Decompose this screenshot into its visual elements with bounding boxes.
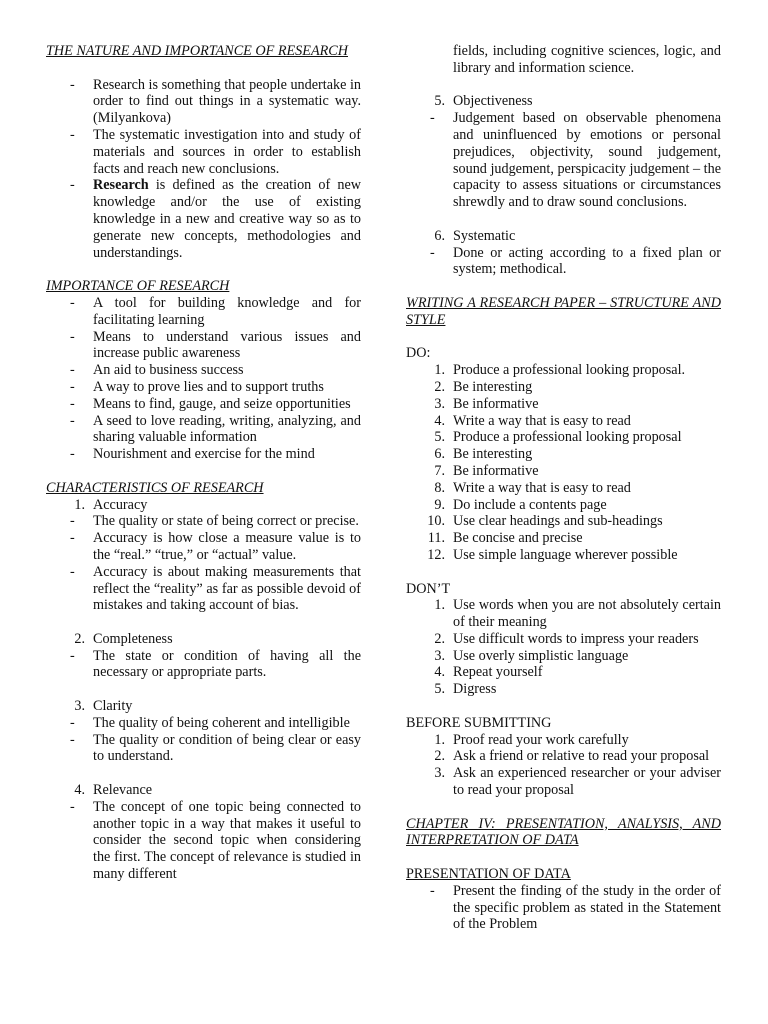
heading-writing-paper: WRITING A RESEARCH PAPER – STRUCTURE AND STYLE [406, 294, 721, 328]
list-item [406, 513, 721, 530]
list-number: 12. [427, 546, 445, 563]
bullet-dash: - [70, 328, 75, 345]
list-item-text: Nourishment and exercise for the mind [93, 446, 315, 463]
list-number: 3. [434, 647, 445, 664]
list-item [406, 597, 721, 631]
list-item [46, 732, 361, 766]
dont-label: DON’T [406, 580, 451, 597]
list-item [406, 379, 721, 396]
characteristic-title: 4. Relevance [74, 782, 153, 799]
list-item [406, 413, 721, 430]
continued-text: fields, including cognitive sciences, logic, and library and information science. [453, 43, 721, 76]
list-item [406, 664, 721, 681]
list-item-text: The quality of being coherent and intelligible [93, 714, 350, 731]
bullet-dash: - [70, 530, 75, 547]
list-item-text: The quality or condition of being clear or easy to understand. [93, 731, 361, 765]
list-item-text: Means to understand various issues and increase public awareness [93, 328, 361, 362]
list-item [406, 883, 721, 933]
left-column [46, 43, 361, 883]
list-item-text: Judgement based on observable phenomena and uninfluenced by emotions or personal prejudices, objectivity, sound judgement, sound judgement, perspicacity judgement – the capacity to assess situations or circumstances shrewdly and to draw sound conclusions. [453, 110, 721, 211]
heading-characteristics: CHARACTERISTICS OF RESEARCH [46, 479, 264, 496]
bullet-dash: - [70, 378, 75, 395]
list-number: 1. [434, 731, 445, 748]
list-number: 2. [434, 748, 445, 765]
characteristic-title: 2. Completeness [74, 630, 173, 647]
list-item [46, 413, 361, 447]
list-item: - The systematic investigation into and study of materials and sources in order to establish facts and reach new conclusions. [70, 126, 361, 177]
list-item [406, 110, 721, 211]
list-number: 3. [434, 765, 445, 782]
list-item-text: Digress [453, 681, 497, 698]
list-item-text: The quality or state of being correct or precise. [93, 513, 359, 530]
list-number: 11. [427, 530, 445, 547]
list-item-text: Present the finding of the study in the order of the specific problem as stated in the Statement of the Problem [453, 882, 721, 933]
list-item-text: Use overly simplistic language [453, 647, 629, 664]
list-number: 3. [434, 395, 445, 412]
characteristic-title: 5. Objectiveness [434, 93, 533, 110]
characteristic-title: 6. Systematic [434, 227, 516, 244]
list-item-text: Repeat yourself [453, 664, 543, 681]
list-number: 2. [434, 630, 445, 647]
list-item-text: Ask a friend or relative to read your proposal [453, 748, 710, 765]
right-column [406, 43, 721, 933]
bullet-dash: - [70, 731, 75, 748]
do-list [406, 362, 721, 564]
list-number: 5. [434, 681, 445, 698]
heading-chapter-iv: CHAPTER IV: PRESENTATION, ANALYSIS, AND INTERPRETATION OF DATA [406, 815, 721, 849]
list-item-text: Proof read your work carefully [453, 731, 629, 748]
list-item [406, 681, 721, 698]
list-item [46, 513, 361, 530]
do-label: DO: [406, 345, 431, 362]
list-item-text: An aid to business success [93, 362, 244, 379]
bullet-dash: - [70, 714, 75, 731]
list-item [406, 648, 721, 665]
list-item [406, 480, 721, 497]
bullet-dash: - [70, 513, 75, 530]
list-item [406, 732, 721, 749]
list-item [406, 429, 721, 446]
list-item-text: The concept of one topic being connected to another topic in a way that makes it useful to consider the second topic when considering the first. The concept of relevance is studied in many different [93, 798, 361, 883]
list-number: 8. [434, 479, 445, 496]
before-submitting-list [406, 732, 721, 799]
list-item: - Research is defined as the creation of new knowledge and/or the use of existing knowledge in a new and creative way so as to generate new concepts, methodologies and understandings. [70, 177, 361, 261]
bullet-dash: - [430, 110, 435, 127]
bullet-dash: - [70, 294, 75, 311]
list-item [406, 497, 721, 514]
list-item-text: Use difficult words to impress your readers [453, 630, 699, 647]
bullet-dash: - [70, 412, 75, 429]
list-item-text: Be interesting [453, 378, 533, 395]
characteristic-title: 3. Clarity [74, 698, 133, 715]
list-item [406, 245, 721, 279]
list-item [406, 530, 721, 547]
list-item [406, 396, 721, 413]
list-item [46, 379, 361, 396]
list-item-text: Do include a contents page [453, 496, 607, 513]
list-number: 4. [434, 664, 445, 681]
before-submitting-label: BEFORE SUBMITTING [406, 714, 552, 731]
list-item [46, 446, 361, 463]
characteristic-title: 1. Accuracy [74, 496, 148, 513]
list-number: 9. [434, 496, 445, 513]
heading-importance: IMPORTANCE OF RESEARCH [46, 278, 230, 295]
list-item [406, 748, 721, 765]
bullet-dash: - [430, 882, 435, 899]
list-item [46, 530, 361, 564]
research-term: Research [93, 177, 149, 194]
heading-nature-importance: THE NATURE AND IMPORTANCE OF RESEARCH [46, 43, 348, 59]
list-item [406, 631, 721, 648]
list-item-text: Be interesting [453, 446, 533, 463]
list-item-text: Use words when you are not absolutely certain of their meaning [453, 597, 721, 631]
list-number: 4. [434, 412, 445, 429]
list-item-text: Write a way that is easy to read [453, 412, 631, 429]
list-number: 6. [434, 446, 445, 463]
list-item-text: A seed to love reading, writing, analyzing, and sharing valuable information [93, 412, 361, 446]
list-item-text: The state or condition of having all the necessary or appropriate parts. [93, 647, 361, 681]
list-item-text: Use simple language wherever possible [453, 546, 678, 563]
bullet-dash: - [70, 563, 75, 580]
presentation-list [406, 883, 721, 933]
bullet-dash: - [70, 446, 75, 463]
list-item-text: Be informative [453, 462, 539, 479]
list-item-text: A tool for building knowledge and for facilitating learning [93, 294, 361, 328]
list-item-text: Ask an experienced researcher or your adviser to read your proposal [453, 765, 721, 799]
list-item-text: Be concise and precise [453, 530, 583, 547]
list-item-text: Means to find, gauge, and seize opportunities [93, 395, 351, 412]
list-item [46, 362, 361, 379]
list-number: 2. [434, 378, 445, 395]
list-item [46, 648, 361, 682]
dont-list [406, 597, 721, 698]
heading-presentation-of-data: PRESENTATION OF DATA [406, 866, 571, 883]
bullet-dash: - [70, 362, 75, 379]
bullet-dash: - [430, 244, 435, 261]
list-item-text: Accuracy is how close a measure value is to the “real.” “true,” or “actual” value. [93, 530, 361, 563]
list-item-text: Write a way that is easy to read [453, 479, 631, 496]
list-item [46, 329, 361, 363]
list-item [46, 564, 361, 614]
list-number: 7. [434, 462, 445, 479]
list-item-text: Produce a professional looking proposal [453, 429, 682, 446]
list-number: 5. [434, 429, 445, 446]
bullet-dash: - [70, 798, 75, 815]
list-item-text: Produce a professional looking proposal. [453, 362, 686, 379]
list-item-text: Be informative [453, 395, 539, 412]
bullet-dash: - [70, 647, 75, 664]
list-item [46, 396, 361, 413]
list-item-text: Accuracy is about making measurements that reflect the “reality” as far as possible devoid of mistakes and taking account of bias. [93, 563, 361, 614]
list-number: 1. [434, 362, 445, 379]
list-item [406, 463, 721, 480]
list-item [406, 765, 721, 799]
list-item-text: A way to prove lies and to support truths [93, 378, 324, 395]
importance-list [46, 295, 361, 463]
list-item [406, 446, 721, 463]
list-item-text: Use clear headings and sub-headings [453, 513, 663, 530]
list-item [46, 799, 361, 883]
list-item [406, 362, 721, 379]
list-item: - Research is something that people undertake in order to find out things in a systematic way. (Milyankova) [70, 76, 361, 127]
bullet-dash: - [70, 395, 75, 412]
list-item [46, 715, 361, 732]
list-item [46, 295, 361, 329]
list-number: 1. [434, 597, 445, 614]
list-item-text: Done or acting according to a fixed plan or system; methodical. [453, 244, 721, 278]
list-number: 10. [427, 513, 445, 530]
list-item [406, 547, 721, 564]
